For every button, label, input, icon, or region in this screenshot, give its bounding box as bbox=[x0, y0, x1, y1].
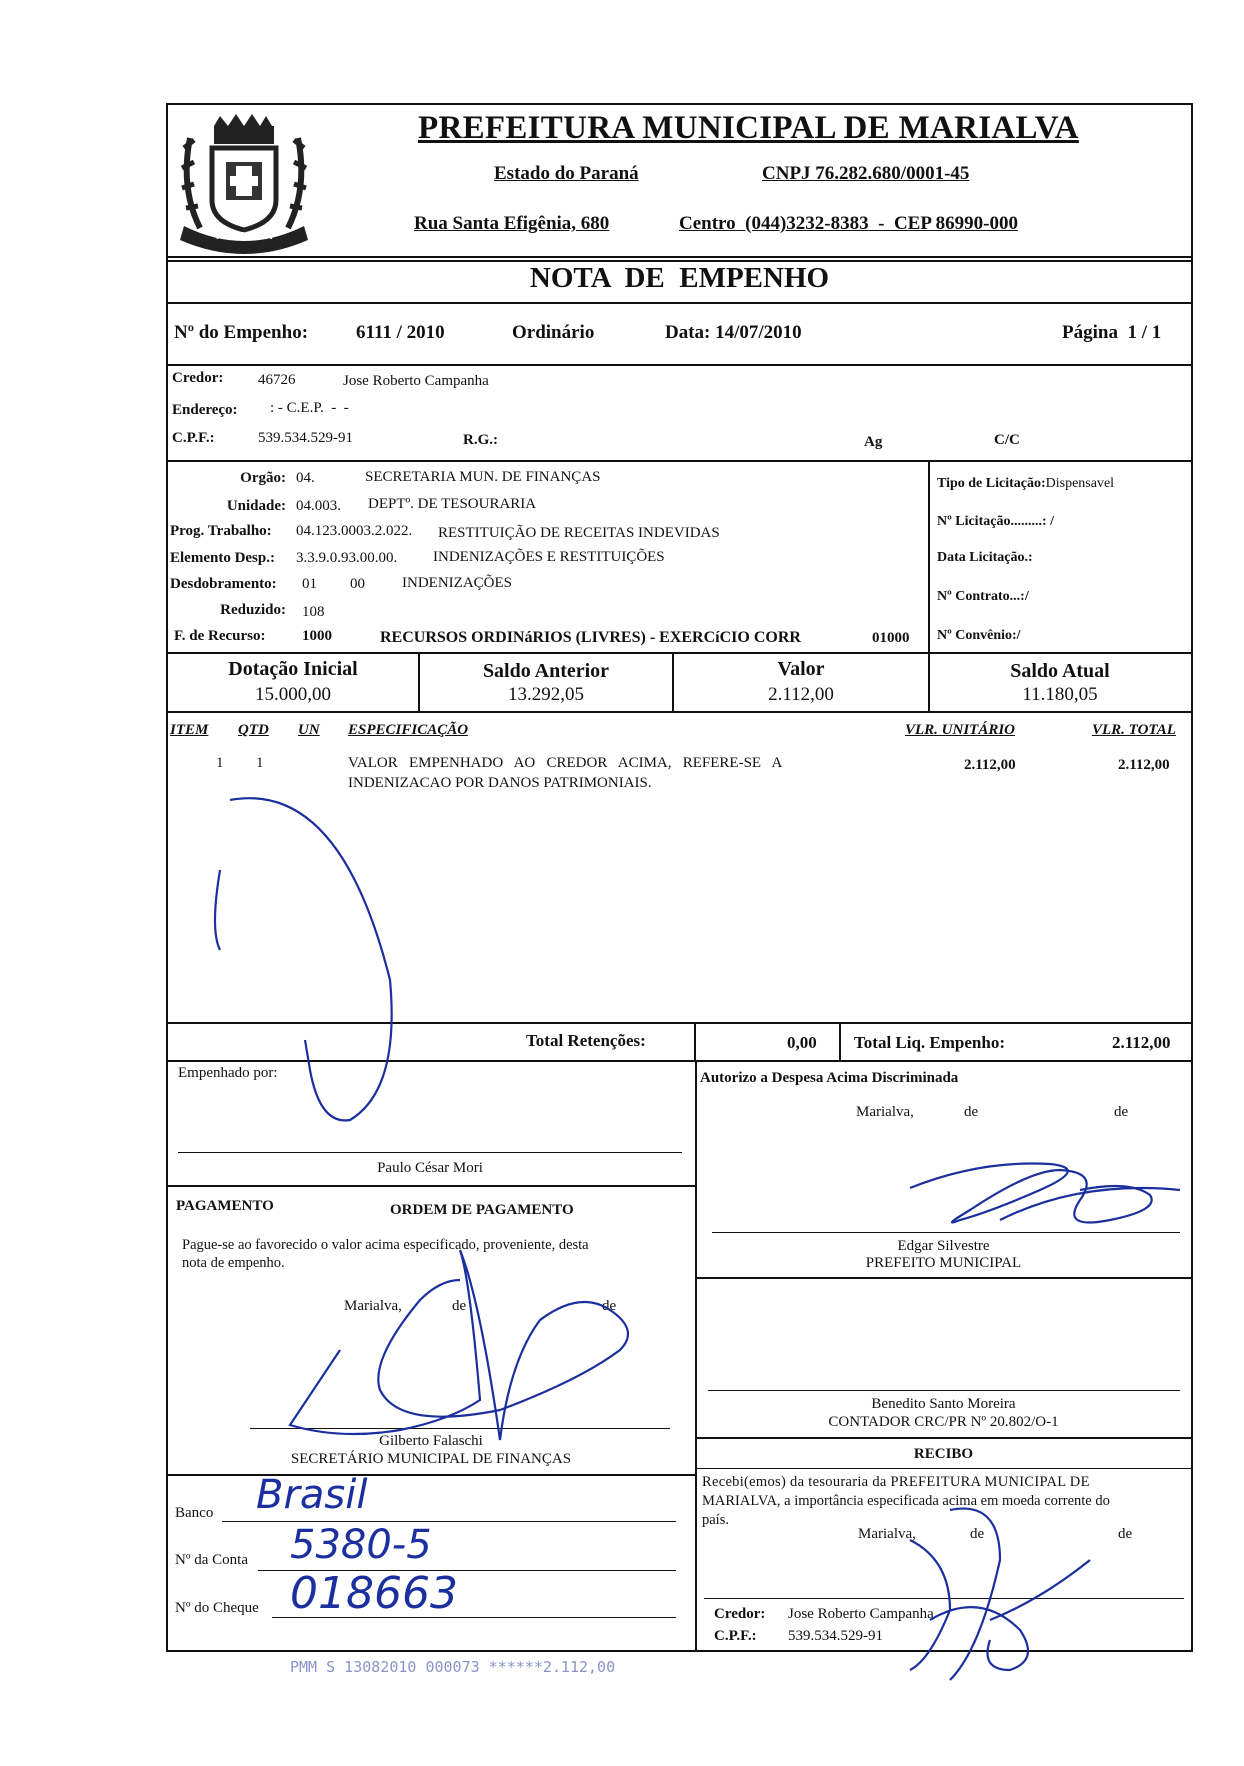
row-desc-line1: VALOR EMPENHADO AO CREDOR ACIMA, REFERE-SE A bbox=[348, 755, 783, 771]
banco-label: Banco bbox=[175, 1505, 214, 1521]
doc-title: NOTA DE EMPENHO bbox=[529, 262, 830, 294]
svg-text:MARIALVA: MARIALVA bbox=[215, 231, 273, 242]
reduzido-label: Reduzido: bbox=[220, 602, 286, 618]
rg-label: R.G.: bbox=[463, 432, 498, 448]
row-item: 1 bbox=[216, 755, 224, 771]
frame-top bbox=[166, 103, 1193, 105]
empenho-number: 6111 / 2010 bbox=[356, 322, 445, 343]
autorizo-place: Marialva, bbox=[856, 1104, 914, 1120]
page-number: Página 1 / 1 bbox=[1062, 322, 1162, 343]
recibo-cpf-label: C.P.F.: bbox=[714, 1628, 757, 1644]
anterior-value: 13.292,05 bbox=[508, 684, 584, 705]
cc-label: C/C bbox=[994, 432, 1020, 448]
unidade-label: Unidade: bbox=[226, 498, 286, 514]
unidade-code: 04.003. bbox=[296, 498, 341, 514]
col-qtd: QTD bbox=[238, 722, 269, 738]
autorizo-de1: de bbox=[964, 1104, 979, 1120]
cheque-label: Nº do Cheque bbox=[175, 1600, 259, 1616]
desdob-code1: 01 bbox=[302, 576, 317, 592]
prog-code: 04.123.0003.2.022. bbox=[296, 523, 413, 539]
row-total: 2.112,00 bbox=[1118, 757, 1170, 773]
retencoes-value: 0,00 bbox=[787, 1033, 817, 1052]
liquido-value: 2.112,00 bbox=[1112, 1033, 1171, 1052]
pagamento-place: Marialva, bbox=[344, 1298, 402, 1314]
col-total: VLR. TOTAL bbox=[1092, 722, 1176, 738]
retencoes-label: Total Retenções: bbox=[526, 1031, 646, 1050]
empenhado-name: Paulo César Mori bbox=[377, 1160, 483, 1176]
recibo-credor-label: Credor: bbox=[714, 1606, 766, 1622]
pagamento-text1: Pague-se ao favorecido o valor acima especificado, proveniente, desta bbox=[182, 1237, 589, 1253]
payment-stamp: PMM S 13082010 000073 ******2.112,00 bbox=[290, 1658, 616, 1676]
cpf-label: C.P.F.: bbox=[172, 430, 215, 446]
desdob-name: INDENIZAÇÕES bbox=[402, 575, 512, 591]
valor-label: Valor bbox=[777, 658, 825, 680]
signature-secretario bbox=[280, 1240, 660, 1450]
recibo-de2: de bbox=[1118, 1526, 1133, 1542]
row-desc-line2: INDENIZACAO POR DANOS PATRIMONIAIS. bbox=[348, 775, 652, 791]
address-field-label: Endereço: bbox=[172, 402, 238, 418]
pagamento-label: PAGAMENTO bbox=[176, 1198, 274, 1214]
empenho-type: Ordinário bbox=[512, 322, 595, 343]
col-unit: VLR. UNITÁRIO bbox=[905, 722, 1016, 738]
elemento-name: INDENIZAÇÕES E RESTITUIÇÕES bbox=[433, 549, 665, 565]
autorizo-label: Autorizo a Despesa Acima Discriminada bbox=[700, 1070, 959, 1086]
recibo-credor-name: Jose Roberto Campanha bbox=[788, 1606, 934, 1622]
page-title: PREFEITURA MUNICIPAL DE MARIALVA bbox=[418, 110, 1079, 146]
empenho-label: Nº do Empenho: bbox=[174, 322, 309, 343]
desdob-code2: 00 bbox=[350, 576, 365, 592]
frame-right bbox=[1191, 103, 1193, 1650]
secretario-name: Gilberto Falaschi bbox=[379, 1433, 483, 1449]
licitacao-contrato: Nº Contrato...:/ bbox=[937, 589, 1029, 604]
valor-value: 2.112,00 bbox=[768, 684, 834, 705]
unidade-name: DEPTº. DE TESOURARIA bbox=[368, 496, 537, 512]
signature-credor bbox=[890, 1500, 1100, 1690]
recibo-text3: país. bbox=[702, 1512, 729, 1528]
credor-code: 46726 bbox=[258, 372, 296, 388]
recibo-text1: Recebi(emos) da tesouraria da PREFEITURA MUNICIPAL DE bbox=[702, 1474, 1090, 1490]
atual-value: 11.180,05 bbox=[1022, 684, 1098, 705]
conta-handwritten: 5380-5 bbox=[290, 1522, 432, 1568]
liquido-label: Total Liq. Empenho: bbox=[854, 1033, 1005, 1052]
signature-empenhado bbox=[200, 780, 420, 1130]
conta-label: Nº da Conta bbox=[175, 1552, 248, 1568]
recurso-name: RECURSOS ORDINáRIOS (LIVRES) - EXERCíCIO CORR bbox=[380, 629, 801, 646]
credor-label: Credor: bbox=[172, 370, 224, 386]
licitacao-data: Data Licitação.: bbox=[937, 550, 1033, 565]
contador-name: Benedito Santo Moreira bbox=[871, 1396, 1016, 1412]
col-item: ITEM bbox=[170, 722, 209, 738]
state-label: Estado do Paraná bbox=[494, 163, 639, 184]
credor-name: Jose Roberto Campanha bbox=[343, 373, 489, 389]
frame-left bbox=[166, 103, 168, 1650]
recibo-cpf: 539.534.529-91 bbox=[788, 1628, 883, 1644]
prefeito-name: Edgar Silvestre bbox=[897, 1238, 990, 1254]
licitacao-convenio: Nº Convênio:/ bbox=[937, 628, 1021, 643]
recurso-code: 1000 bbox=[302, 628, 332, 644]
dotacao-label: Dotação Inicial bbox=[228, 658, 358, 680]
recibo-text2: MARIALVA, a importância especificada acima em moeda corrente do bbox=[702, 1493, 1110, 1509]
recurso-sub: 01000 bbox=[872, 630, 910, 646]
row-unit: 2.112,00 bbox=[964, 757, 1016, 773]
empenho-date: Data: 14/07/2010 bbox=[665, 322, 802, 343]
pagamento-text2: nota de empenho. bbox=[182, 1255, 285, 1271]
cheque-handwritten: 018663 bbox=[290, 1568, 458, 1619]
orgao-code: 04. bbox=[296, 470, 315, 486]
secretario-role: SECRETÁRIO MUNICIPAL DE FINANÇAS bbox=[290, 1451, 572, 1467]
recibo-place: Marialva, bbox=[858, 1526, 916, 1542]
recibo-title: RECIBO bbox=[913, 1446, 974, 1462]
address-label: Rua Santa Efigênia, 680 bbox=[414, 213, 610, 234]
prefeito-role: PREFEITO MUNICIPAL bbox=[865, 1255, 1022, 1271]
orgao-name: SECRETARIA MUN. DE FINANÇAS bbox=[365, 469, 601, 485]
coat-of-arms-icon bbox=[170, 108, 318, 256]
prog-label: Prog. Trabalho: bbox=[170, 523, 272, 539]
pagamento-de2: de bbox=[602, 1298, 617, 1314]
elemento-label: Elemento Desp.: bbox=[170, 550, 275, 566]
contador-role: CONTADOR CRC/PR Nº 20.802/O-1 bbox=[828, 1414, 1059, 1430]
pagamento-de1: de bbox=[452, 1298, 467, 1314]
col-espec: ESPECIFICAÇÃO bbox=[348, 722, 469, 738]
ordem-pagamento-label: ORDEM DE PAGAMENTO bbox=[390, 1202, 574, 1218]
cnpj-label: CNPJ 76.282.680/0001-45 bbox=[762, 163, 970, 184]
elemento-code: 3.3.9.0.93.00.00. bbox=[296, 550, 398, 566]
recibo-de1: de bbox=[970, 1526, 985, 1542]
col-un: UN bbox=[298, 722, 320, 738]
recurso-label: F. de Recurso: bbox=[174, 628, 266, 644]
reduzido-value: 108 bbox=[302, 604, 325, 620]
ag-label: Ag bbox=[864, 434, 883, 450]
atual-label: Saldo Atual bbox=[1010, 660, 1110, 682]
prog-name: RESTITUIÇÃO DE RECEITAS INDEVIDAS bbox=[438, 525, 720, 541]
contact-label: Centro (044)3232-8383 - CEP 86990-000 bbox=[679, 213, 1018, 234]
dotacao-value: 15.000,00 bbox=[255, 684, 331, 705]
desdob-label: Desdobramento: bbox=[170, 576, 277, 592]
orgao-label: Orgão: bbox=[240, 470, 286, 486]
licitacao-tipo: Tipo de Licitação:Dispensavel bbox=[937, 476, 1115, 491]
address-value: : - C.E.P. - - bbox=[270, 400, 349, 416]
autorizo-de2: de bbox=[1114, 1104, 1129, 1120]
signature-prefeito bbox=[900, 1150, 1190, 1240]
licitacao-numero: Nº Licitação.........: / bbox=[937, 514, 1054, 529]
banco-handwritten: Brasil bbox=[256, 1472, 368, 1518]
cpf-value: 539.534.529-91 bbox=[258, 430, 353, 446]
anterior-label: Saldo Anterior bbox=[482, 660, 610, 682]
empenhado-label: Empenhado por: bbox=[178, 1065, 278, 1081]
row-qtd: 1 bbox=[256, 755, 264, 771]
